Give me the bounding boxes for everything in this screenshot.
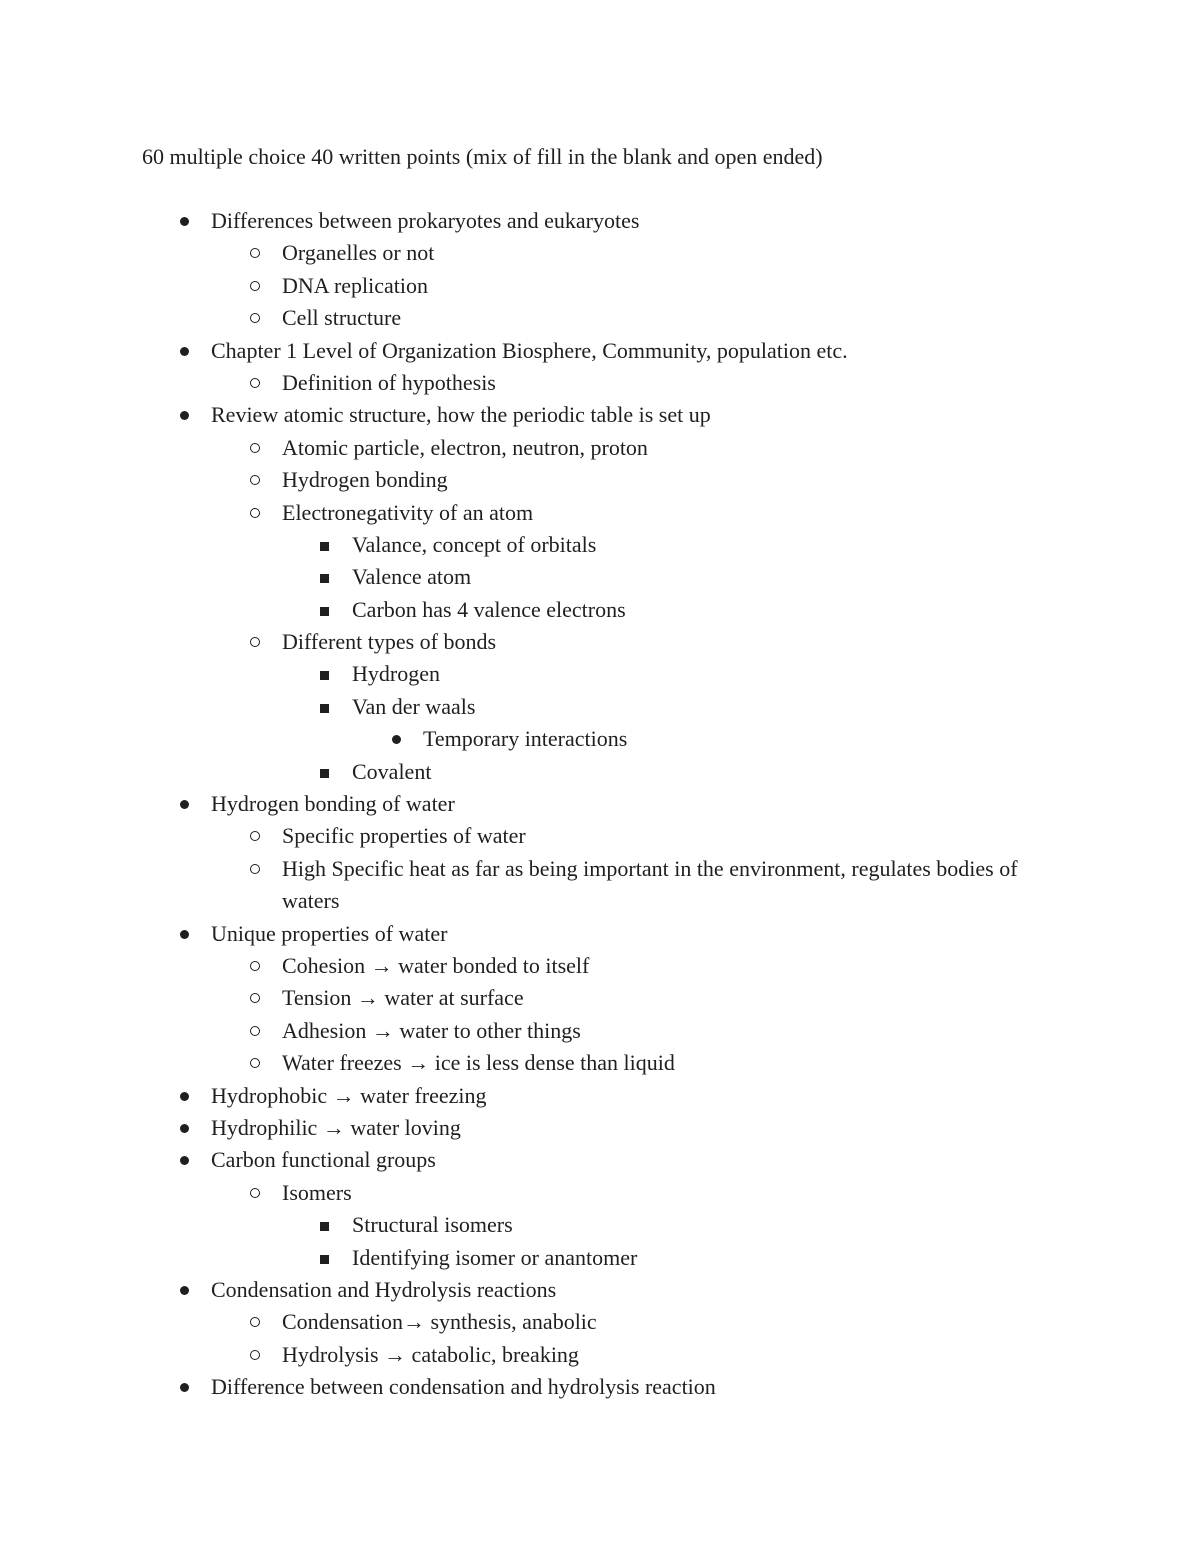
list-item: [0, 497, 1200, 529]
list-item-text: Hydrolysis → catabolic, breaking: [282, 1341, 579, 1367]
bullet-square-icon: [320, 769, 329, 778]
bullet-circle-icon: [250, 961, 260, 971]
list-item-text: Van der waals: [352, 693, 476, 719]
bullet-square-icon: [320, 671, 329, 680]
list-item-text: Condensation and Hydrolysis reactions: [211, 1276, 557, 1302]
list-item-text: Condensation→ synthesis, anabolic: [282, 1309, 597, 1335]
list-item: [0, 982, 1200, 1014]
list-item: [0, 399, 1200, 431]
list-item-text: Differences between prokaryotes and eukaryotes: [211, 208, 640, 233]
bullet-disc-icon: [180, 1092, 189, 1101]
list-item-text: Cohesion → water bonded to itself: [282, 953, 590, 978]
bullet-circle-icon: [250, 1058, 260, 1068]
list-item: [0, 1112, 1200, 1144]
list-item-text: High Specific heat as far as being important in the environment, regulates bodies of waters: [282, 855, 1018, 914]
list-item: [0, 270, 1200, 302]
list-item: [0, 302, 1200, 334]
list-item-text: Different types of bonds: [282, 629, 497, 655]
list-item-text: Structural isomers: [352, 1212, 513, 1238]
list-item-text: Valance, concept of orbitals: [352, 531, 597, 557]
list-item-text: Carbon functional groups: [211, 1147, 436, 1173]
list-item: [0, 1274, 1200, 1306]
bullet-square-icon: [320, 542, 329, 551]
bullet-circle-icon: [250, 281, 260, 291]
list-item: [0, 853, 1200, 918]
list-item: [0, 723, 1200, 755]
list-item: [0, 788, 1200, 820]
list-item: [0, 1177, 1200, 1209]
bullet-disc-icon: [180, 930, 189, 939]
bullet-disc-icon: [180, 1383, 189, 1392]
bullet-disc-icon: [180, 347, 189, 356]
list-item-text: Difference between condensation and hydrolysis reaction: [211, 1374, 716, 1400]
bullet-square-icon: [320, 704, 329, 713]
list-item: [0, 367, 1200, 399]
list-item-text: Hydrogen bonding: [282, 467, 448, 493]
list-item-text: Chapter 1 Level of Organization Biosphere, Community, population etc.: [211, 337, 848, 363]
list-item: [0, 432, 1200, 464]
list-item-text: Cell structure: [282, 305, 402, 331]
bullet-disc-icon: [392, 735, 401, 744]
list-item: [0, 1306, 1200, 1338]
bullet-square-icon: [320, 1255, 329, 1264]
list-item-text: Temporary interactions: [423, 726, 628, 752]
list-item-text: Hydrogen bonding of water: [211, 791, 455, 817]
list-item: [0, 1371, 1200, 1403]
list-item: [0, 756, 1200, 788]
list-item-text: Review atomic structure, how the periodic table is set up: [211, 402, 711, 428]
list-item-text: Water freezes → ice is less dense than liquid: [282, 1050, 675, 1076]
bullet-circle-icon: [250, 443, 260, 453]
list-item-text: Organelles or not: [282, 240, 435, 266]
study-outline: [0, 205, 1200, 1403]
list-item: [0, 820, 1200, 852]
bullet-circle-icon: [250, 637, 260, 647]
list-item-text: Carbon has 4 valence electrons: [352, 596, 626, 622]
list-item: [0, 1015, 1200, 1047]
list-item-text: Unique properties of water: [211, 920, 448, 946]
list-item-text: Covalent: [352, 758, 432, 784]
list-item: [0, 594, 1200, 626]
list-item-text: Tension → water at surface: [282, 985, 524, 1011]
list-item-text: DNA replication: [282, 272, 429, 298]
list-item-text: Hydrophobic → water freezing: [211, 1082, 487, 1108]
bullet-circle-icon: [250, 378, 260, 388]
list-item-text: Adhesion → water to other things: [282, 1017, 581, 1043]
bullet-disc-icon: [180, 1124, 189, 1133]
list-item-text: Valence atom: [352, 564, 472, 590]
list-item: [0, 1339, 1200, 1371]
list-item: [0, 1242, 1200, 1274]
list-item: [0, 205, 1200, 237]
bullet-square-icon: [320, 1222, 329, 1231]
list-item: [0, 1080, 1200, 1112]
list-item: [0, 1144, 1200, 1176]
bullet-circle-icon: [250, 864, 260, 874]
bullet-circle-icon: [250, 831, 260, 841]
bullet-circle-icon: [250, 475, 260, 485]
list-item: [0, 529, 1200, 561]
bullet-disc-icon: [180, 217, 189, 226]
bullet-circle-icon: [250, 508, 260, 518]
list-item: [0, 1209, 1200, 1241]
bullet-circle-icon: [250, 1350, 260, 1360]
list-item-text: Atomic particle, electron, neutron, proton: [282, 434, 648, 460]
bullet-disc-icon: [180, 1156, 189, 1165]
list-item: [0, 335, 1200, 367]
list-item-text: Isomers: [282, 1179, 352, 1205]
bullet-disc-icon: [180, 800, 189, 809]
list-item: [0, 918, 1200, 950]
bullet-circle-icon: [250, 1188, 260, 1198]
list-item: [0, 658, 1200, 690]
bullet-disc-icon: [180, 411, 189, 420]
list-item: [0, 561, 1200, 593]
list-item: [0, 1047, 1200, 1079]
list-item: [0, 691, 1200, 723]
bullet-circle-icon: [250, 248, 260, 258]
list-item: [0, 237, 1200, 269]
bullet-circle-icon: [250, 993, 260, 1003]
exam-format-line: 60 multiple choice 40 written points (mix of fill in the blank and open ended): [142, 144, 823, 169]
list-item-text: Electronegativity of an atom: [282, 499, 534, 525]
bullet-disc-icon: [180, 1286, 189, 1295]
bullet-circle-icon: [250, 1026, 260, 1036]
bullet-circle-icon: [250, 313, 260, 323]
bullet-square-icon: [320, 607, 329, 616]
list-item-text: Hydrogen: [352, 661, 440, 687]
list-item: [0, 626, 1200, 658]
list-item: [0, 950, 1200, 982]
list-item-text: Definition of hypothesis: [282, 369, 496, 395]
bullet-circle-icon: [250, 1317, 260, 1327]
list-item-text: Identifying isomer or anantomer: [352, 1244, 638, 1270]
list-item-text: Hydrophilic → water loving: [211, 1114, 461, 1140]
list-item: [0, 464, 1200, 496]
bullet-square-icon: [320, 574, 329, 583]
list-item-text: Specific properties of water: [282, 823, 526, 849]
